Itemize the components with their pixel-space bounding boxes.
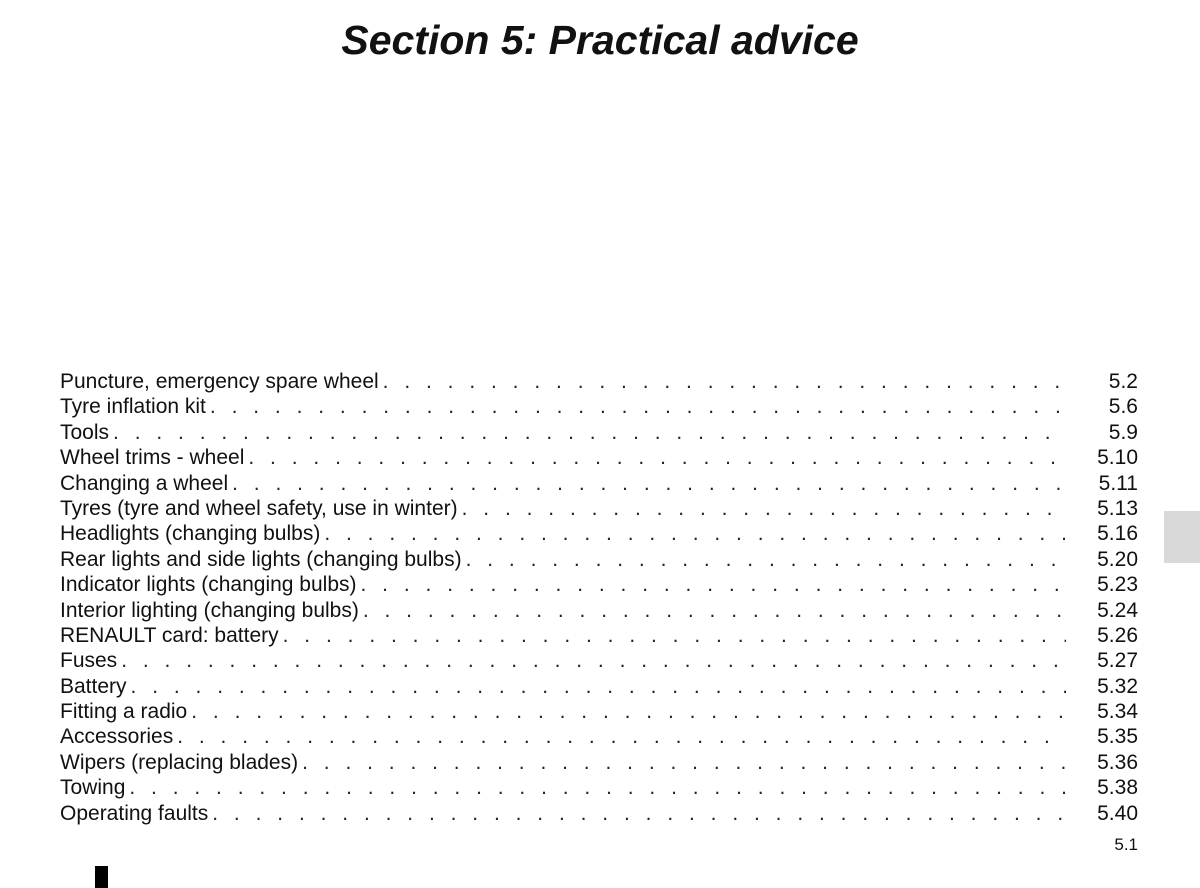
toc-entry-label: Tools: [60, 420, 110, 444]
toc-entry-tyre-inflation-kit[interactable]: [60, 394, 1138, 419]
crop-mark: [95, 866, 108, 888]
toc-dot-leader: [113, 420, 1066, 445]
toc-entry-page: 5.26: [1097, 623, 1138, 647]
toc-entry-label: Battery: [60, 674, 127, 698]
toc-entry-page: 5.2: [1108, 370, 1138, 393]
toc-dot-leader: [129, 775, 1066, 800]
toc-entry-headlights[interactable]: [60, 521, 1138, 546]
toc-entry-puncture[interactable]: [60, 369, 1138, 394]
toc-entry-wipers[interactable]: [60, 750, 1138, 775]
toc-dot-leader: [324, 521, 1066, 546]
toc-entry-page: 5.13: [1097, 496, 1138, 520]
toc-entry-indicator-lights[interactable]: [60, 572, 1138, 597]
toc-entry-tyres[interactable]: [60, 496, 1138, 521]
toc-dot-leader: [361, 572, 1066, 597]
toc-entry-label: Towing: [60, 776, 126, 800]
toc-dot-leader: [121, 648, 1066, 673]
toc-entry-page: 5.34: [1097, 700, 1138, 724]
toc-entry-label: Headlights (changing bulbs): [60, 522, 321, 546]
toc-dot-leader: [131, 674, 1066, 699]
table-of-contents: [60, 369, 1138, 826]
toc-entry-label: RENAULT card: battery: [60, 623, 279, 647]
toc-dot-leader: [302, 750, 1066, 775]
toc-entry-page: 5.38: [1097, 776, 1138, 800]
toc-entry-page: 5.40: [1097, 801, 1138, 825]
toc-entry-page: 5.27: [1097, 649, 1138, 673]
toc-dot-leader: [177, 724, 1066, 749]
toc-entry-tools[interactable]: [60, 420, 1138, 445]
toc-entry-label: Indicator lights (changing bulbs): [60, 573, 357, 597]
toc-dot-leader: [283, 623, 1066, 648]
toc-entry-label: Fitting a radio: [60, 700, 188, 724]
section-thumb-tab: [1164, 511, 1200, 563]
toc-entry-changing-a-wheel[interactable]: [60, 471, 1138, 496]
toc-entry-label: Operating faults: [60, 801, 209, 825]
toc-dot-leader: [212, 801, 1066, 826]
toc-entry-label: Changing a wheel: [60, 471, 229, 495]
toc-entry-page: 5.24: [1097, 598, 1138, 622]
toc-entry-page: 5.9: [1108, 420, 1138, 444]
toc-dot-leader: [363, 598, 1066, 623]
toc-entry-label: Wheel trims - wheel: [60, 446, 245, 470]
toc-entry-label: Fuses: [60, 649, 118, 673]
toc-entry-label: Accessories: [60, 725, 174, 749]
toc-entry-page: 5.23: [1097, 573, 1138, 597]
toc-entry-operating-faults[interactable]: [60, 801, 1138, 826]
toc-dot-leader: [232, 471, 1066, 496]
toc-dot-leader: [210, 394, 1066, 419]
toc-entry-towing[interactable]: [60, 775, 1138, 800]
toc-entry-page: 5.20: [1097, 547, 1138, 571]
toc-entry-page: 5.32: [1097, 674, 1138, 698]
toc-entry-page: 5.11: [1098, 471, 1138, 495]
toc-entry-page: 5.6: [1108, 395, 1138, 419]
toc-dot-leader: [466, 547, 1066, 572]
toc-dot-leader: [462, 496, 1066, 521]
toc-entry-page: 5.10: [1097, 446, 1138, 470]
toc-dot-leader: [191, 699, 1066, 724]
toc-entry-label: Tyres (tyre and wheel safety, use in winter): [60, 496, 458, 520]
section-title: Section 5: Practical advice: [341, 17, 859, 63]
toc-entry-wheel-trims[interactable]: [60, 445, 1138, 470]
toc-entry-fitting-a-radio[interactable]: [60, 699, 1138, 724]
toc-entry-page: 5.35: [1097, 725, 1138, 749]
toc-entry-interior-lighting[interactable]: [60, 598, 1138, 623]
toc-entry-label: Interior lighting (changing bulbs): [60, 598, 359, 622]
toc-entry-page: 5.36: [1097, 750, 1138, 774]
toc-entry-accessories[interactable]: [60, 724, 1138, 749]
toc-entry-renault-card-battery[interactable]: [60, 623, 1138, 648]
toc-entry-label: Wipers (replacing blades): [60, 750, 299, 774]
toc-entry-label: Tyre inflation kit: [60, 395, 206, 419]
toc-entry-label: Puncture, emergency spare wheel: [60, 370, 379, 393]
toc-entry-fuses[interactable]: [60, 648, 1138, 673]
toc-dot-leader: [383, 369, 1066, 394]
toc-dot-leader: [248, 445, 1066, 470]
toc-entry-battery[interactable]: [60, 674, 1138, 699]
toc-entry-page: 5.16: [1097, 522, 1138, 546]
toc-entry-label: Rear lights and side lights (changing bulbs): [60, 547, 462, 571]
page-number: 5.1: [1114, 835, 1138, 854]
toc-entry-rear-lights[interactable]: [60, 547, 1138, 572]
